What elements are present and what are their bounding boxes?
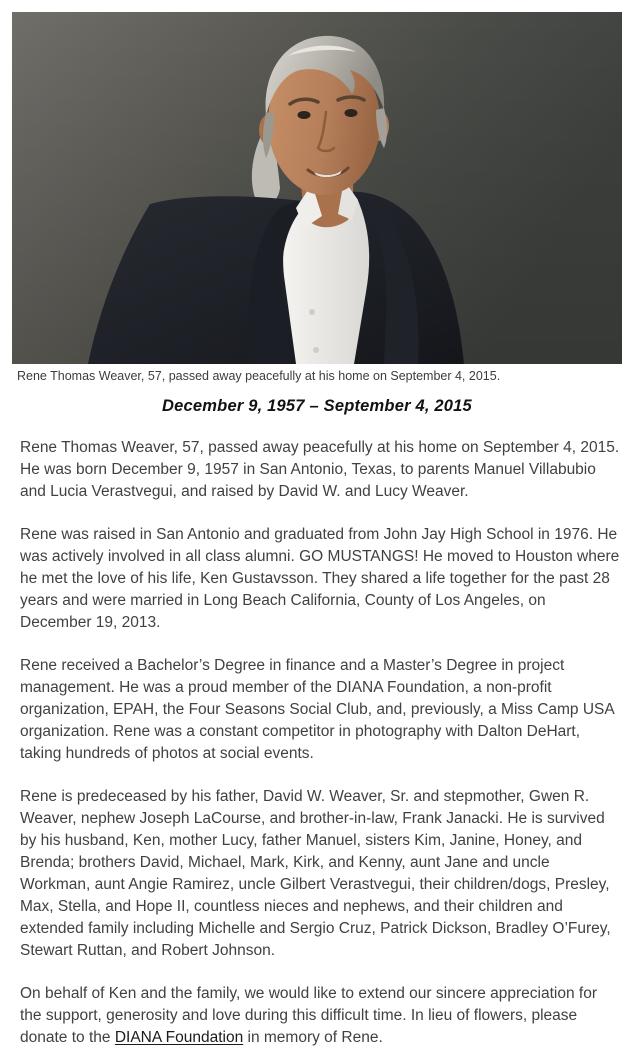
closing-text-pre: On behalf of Ken and the family, we would like to extend our sincere appreciation for the support, generosity and love during this difficult time. In lieu of flowers, please donate to the — [20, 985, 597, 1046]
photo-caption: Rene Thomas Weaver, 57, passed away peacefully at his home on September 4, 2015. — [17, 369, 501, 383]
shirt-button — [313, 347, 319, 353]
shirt-button — [309, 309, 315, 315]
obituary-body — [0, 437, 634, 1049]
obituary-paragraph: Rene received a Bachelor’s Degree in finance and a Master’s Degree in project management. He was a proud member of the DIANA Foundation, a non-profit organization, EPAH, the Four Seasons Social Club, and, previously, a Miss Camp USA organization. Rene was a constant competitor in photography with Dalton DeHart, taking hundreds of photos at social events. — [20, 657, 614, 762]
obituary-paragraph: Rene was raised in San Antonio and graduated from John Jay High School in 1976. He was actively involved in all class alumni. GO MUSTANGS! He moved to Houston where he met the love of his life, Ken Gustavsson. They shared a life together for the past 28 years and were married in Long Beach California, County of Los Angeles, on December 19, 2013. — [20, 526, 620, 631]
right-eye — [345, 109, 358, 117]
dates-heading: December 9, 1957 – September 4, 2015 — [162, 397, 472, 415]
portrait-photo — [12, 12, 622, 364]
obituary-closing-paragraph — [20, 983, 620, 1049]
closing-text-post: in memory of Rene. — [243, 1029, 383, 1046]
obituary-paragraph: Rene Thomas Weaver, 57, passed away peacefully at his home on September 4, 2015. He was born December 9, 1957 in San Antonio, Texas, to parents Manuel Villabubio and Lucia Verastvegui, and raised by David W. and Lucy Weaver. — [20, 439, 620, 500]
diana-foundation-link[interactable]: DIANA Foundation — [114, 1029, 244, 1046]
portrait-photo-illustration — [12, 12, 622, 364]
left-eye — [298, 111, 311, 119]
obituary-paragraph: Rene is predeceased by his father, David W. Weaver, Sr. and stepmother, Gwen R. Weaver, nephew Joseph LaCourse, and brother-in-law, Frank Janacki. He is survived by his husband, Ken, mother Lucy, father Manuel, sisters Kim, Janine, Honey, and Brenda; brothers David, Michael, Mark, Kirk, and Kenny, aunt Jane and uncle Workman, aunt Angie Ramirez, uncle Gilbert Verastvegui, their children/dogs, Presley, Max, Stella, and Hope II, countless nieces and nephews, and their children and extended family including Michelle and Sergio Cruz, Patrick Dickson, Bradley O’Furey, Stewart Ruttan, and Robert Johnson. — [20, 788, 611, 959]
